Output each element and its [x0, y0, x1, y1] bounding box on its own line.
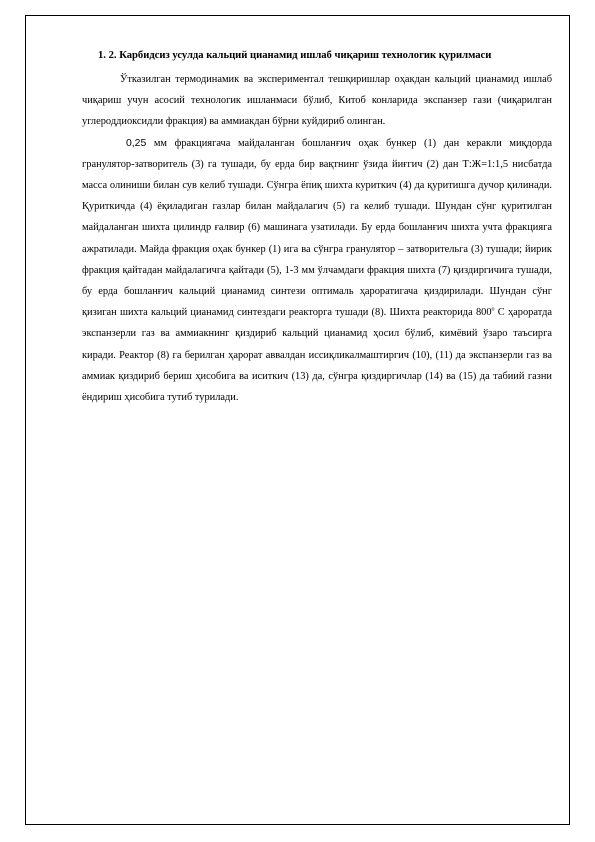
paragraph-1-text: Ўтказилган термодинамик ва экспериментал тешқиришлар оҳакдан кальций цианамид ишлаб чиқариш учун асосий технологик ишланмаси бўлиб, Китоб конларида экспанзер гази (чиқарилган углероддиоксидли фракция) ва аммиакдан бўрни куйдириб олинган. — [82, 74, 552, 128]
paragraph-2-text-part-1: мм фракциягача майдаланган бошланғич оҳак бункер (1) дан керакли миқдорда гранулятор-затворитель (3) га тушади, бу ерда бир вақтнинг ўзида йиғгич (2) дан Т:Ж=1:1,5 нисбатда масса олиниши билан сув келиб тушади. Сўнгра ёпиқ шихта куриткич (4) да қуритишга дучор қилинади. Қуриткичда (4) ёқиладиган газлар билан майдалагич (5) га келиб тушади. Шундан сўнг қуритилган майдаланган шихта цилиндр ғалвир (6) машинага узатилади. Бу ерда бошланғич шихта учта фракцияга ажратилади. Майда фракция оҳак бункер (1) ига ва сўнгра гранулятор – затворительга (3) тушади; йирик фракция қайтадан майдалагичга қайтади (5), 1-3 мм ўлчамдаги фракция шихта (7) қиздиргичига тушади, бу ерда бошланғич кальций цианамид синтези оптималь ҳароратигача қиздирилади. Шундан сўнг қизиган шихта кальций цианамид синтездаги реакторга тушади (8). Шихта реакторида 800 — [82, 137, 552, 319]
paragraph-2-text-part-2: С ҳароратда экспанзерли газ ва аммиакнинг қиздириб кальций цианамид ҳосил бўлиб, кимёвий ўзаро таъсирга киради. Реактор (8) га берилган ҳарорат аввалдан иссиқликалмаштиргич (10), (11) да экспанзерли газ ва аммиак қиздириб бериш ҳисобига ва иситкич (13) да, сўнгра қиздиргичлар (14) ва (15) да табиий газни ёндириш ҳисобига тутиб турилади. — [82, 307, 552, 404]
paragraph-1 — [82, 69, 552, 133]
fraction-size-number: 0,25 — [126, 137, 147, 149]
document-body — [82, 48, 552, 408]
section-heading: 1. 2. Карбидсиз усулда кальций цианамид ишлаб чиқариш технологик қурилмаси — [98, 50, 492, 61]
paragraph-2 — [82, 133, 552, 409]
degree-sign: o — [491, 306, 495, 313]
